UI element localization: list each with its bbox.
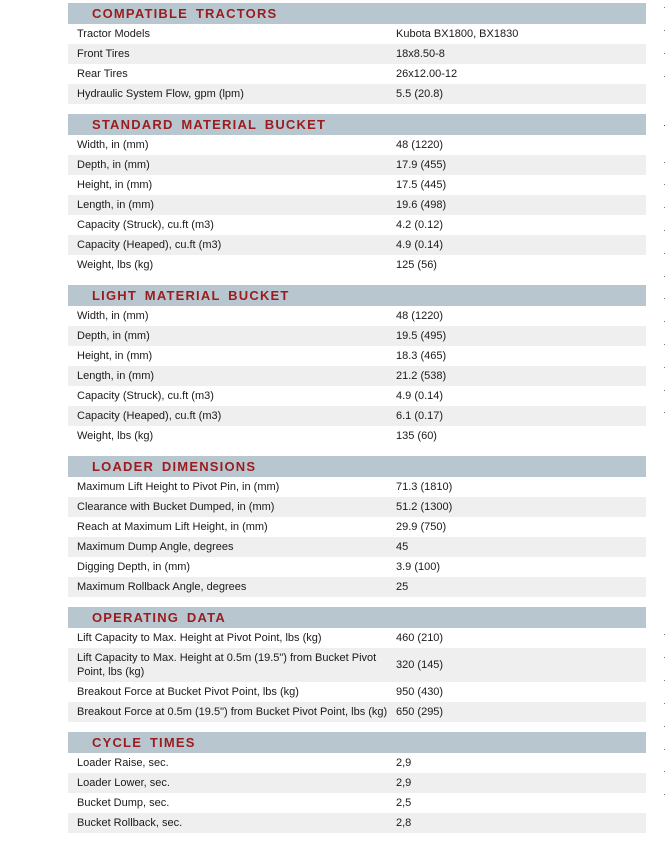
section-title: CYCLE TIMES — [92, 735, 196, 750]
spec-value: 71.3 (1810) — [396, 481, 453, 493]
spec-row — [68, 24, 646, 44]
section-header — [68, 114, 646, 135]
spec-label: Height, in (mm) — [77, 350, 153, 362]
spec-value: 19.5 (495) — [396, 330, 447, 342]
section-header — [68, 456, 646, 477]
section-operating-data — [68, 607, 646, 722]
section-header — [68, 285, 646, 306]
spec-value: 2,5 — [396, 797, 412, 809]
spec-label: Front Tires — [77, 48, 130, 60]
spec-row — [68, 155, 646, 175]
spec-value: 18.3 (465) — [396, 350, 447, 362]
spec-value: 4.9 (0.14) — [396, 239, 444, 251]
section-header — [68, 732, 646, 753]
section-compatible-tractors — [68, 3, 646, 104]
spec-label: Breakout Force at 0.5m (19.5") from Bucket Pivot Point, lbs (kg) — [77, 706, 388, 718]
spec-label: Reach at Maximum Lift Height, in (mm) — [77, 521, 268, 533]
spec-row — [68, 44, 646, 64]
section-light-material-bucket — [68, 285, 646, 446]
spec-row — [68, 175, 646, 195]
spec-value: 26x12.00-12 — [396, 68, 458, 80]
spec-label: Rear Tires — [77, 68, 128, 80]
section-title: COMPATIBLE TRACTORS — [92, 6, 278, 21]
spec-value: 51.2 (1300) — [396, 501, 453, 513]
spec-value: 4.2 (0.12) — [396, 219, 444, 231]
spec-label: Capacity (Heaped), cu.ft (m3) — [77, 239, 222, 251]
spec-row — [68, 426, 646, 446]
spec-label: Capacity (Struck), cu.ft (m3) — [77, 390, 214, 402]
section-standard-material-bucket — [68, 114, 646, 275]
spec-row — [68, 793, 646, 813]
spec-row — [68, 326, 646, 346]
spec-row — [68, 346, 646, 366]
spec-label: Maximum Dump Angle, degrees — [77, 541, 234, 553]
spec-row — [68, 497, 646, 517]
spec-value: 17.9 (455) — [396, 159, 447, 171]
spec-value: 650 (295) — [396, 706, 444, 718]
spec-value: 48 (1220) — [396, 310, 444, 322]
section-title: STANDARD MATERIAL BUCKET — [92, 117, 327, 132]
spec-label: Length, in (mm) — [77, 370, 155, 382]
spec-row — [68, 477, 646, 497]
spec-row — [68, 64, 646, 84]
spec-label: Digging Depth, in (mm) — [77, 561, 191, 573]
spec-row — [68, 648, 646, 682]
spec-row — [68, 753, 646, 773]
section-title: LOADER DIMENSIONS — [92, 459, 257, 474]
spec-label: Weight, lbs (kg) — [77, 430, 154, 442]
spec-value: 2,8 — [396, 817, 412, 829]
spec-value: 320 (145) — [396, 659, 444, 671]
spec-label: Depth, in (mm) — [77, 159, 150, 171]
spec-value: 6.1 (0.17) — [396, 410, 444, 422]
spec-value: 21.2 (538) — [396, 370, 447, 382]
spec-value: 25 — [396, 581, 409, 593]
section-header — [68, 3, 646, 24]
spec-value: 17.5 (445) — [396, 179, 447, 191]
spec-value: 3.9 (100) — [396, 561, 441, 573]
spec-row — [68, 773, 646, 793]
spec-label: Loader Lower, sec. — [77, 777, 170, 789]
spec-label: Lift Capacity to Max. Height at 0.5m (19.5") from Bucket Pivot Point, lbs (kg) — [77, 652, 377, 678]
spec-row — [68, 215, 646, 235]
spec-value: 460 (210) — [396, 632, 444, 644]
spec-row — [68, 537, 646, 557]
section-header — [68, 607, 646, 628]
spec-label: Hydraulic System Flow, gpm (lpm) — [77, 88, 244, 100]
spec-value: 29.9 (750) — [396, 521, 447, 533]
spec-label: Depth, in (mm) — [77, 330, 150, 342]
spec-value: 45 — [396, 541, 409, 553]
spec-row — [68, 813, 646, 833]
spec-value: 19.6 (498) — [396, 199, 447, 211]
spec-row — [68, 84, 646, 104]
spec-row — [68, 195, 646, 215]
spec-row — [68, 366, 646, 386]
spec-label: Maximum Lift Height to Pivot Pin, in (mm) — [77, 481, 280, 493]
spec-row — [68, 702, 646, 722]
spec-value: 950 (430) — [396, 686, 444, 698]
spec-row — [68, 628, 646, 648]
spec-value: 125 (56) — [396, 259, 437, 271]
spec-value: 18x8.50-8 — [396, 48, 445, 60]
spec-label: Tractor Models — [77, 28, 150, 40]
spec-row — [68, 577, 646, 597]
spec-sheet — [68, 3, 646, 843]
spec-label: Width, in (mm) — [77, 310, 149, 322]
spec-row — [68, 255, 646, 275]
spec-label: Maximum Rollback Angle, degrees — [77, 581, 247, 593]
spec-label: Capacity (Struck), cu.ft (m3) — [77, 219, 214, 231]
spec-value: 2,9 — [396, 777, 412, 789]
spec-label: Lift Capacity to Max. Height at Pivot Point, lbs (kg) — [77, 632, 322, 644]
section-cycle-times — [68, 732, 646, 833]
spec-label: Width, in (mm) — [77, 139, 149, 151]
spec-row — [68, 235, 646, 255]
spec-row — [68, 557, 646, 577]
spec-value: 4.9 (0.14) — [396, 390, 444, 402]
spec-value: 2,9 — [396, 757, 412, 769]
spec-value: Kubota BX1800, BX1830 — [396, 28, 519, 40]
spec-label: Height, in (mm) — [77, 179, 153, 191]
spec-label: Bucket Dump, sec. — [77, 797, 170, 809]
spec-value: 48 (1220) — [396, 139, 444, 151]
spec-label: Clearance with Bucket Dumped, in (mm) — [77, 501, 275, 513]
spec-label: Length, in (mm) — [77, 199, 155, 211]
spec-row — [68, 406, 646, 426]
spec-label: Weight, lbs (kg) — [77, 259, 154, 271]
spec-row — [68, 306, 646, 326]
spec-label: Capacity (Heaped), cu.ft (m3) — [77, 410, 222, 422]
spec-label: Bucket Rollback, sec. — [77, 817, 183, 829]
section-title: OPERATING DATA — [92, 610, 226, 625]
spec-row — [68, 135, 646, 155]
spec-row — [68, 386, 646, 406]
section-loader-dimensions — [68, 456, 646, 597]
spec-row — [68, 517, 646, 537]
section-title: LIGHT MATERIAL BUCKET — [92, 288, 290, 303]
spec-value: 5.5 (20.8) — [396, 88, 444, 100]
spec-row — [68, 682, 646, 702]
spec-value: 135 (60) — [396, 430, 437, 442]
spec-label: Loader Raise, sec. — [77, 757, 169, 769]
spec-label: Breakout Force at Bucket Pivot Point, lbs (kg) — [77, 686, 299, 698]
